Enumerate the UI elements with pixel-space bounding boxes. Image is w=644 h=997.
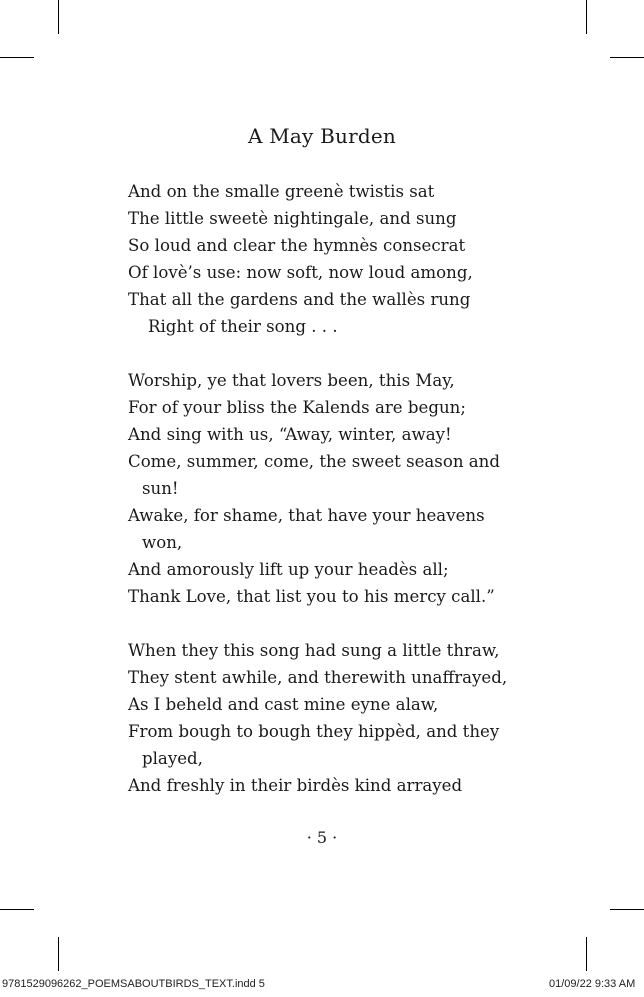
slug-timestamp: 01/09/22 9:33 AM bbox=[549, 978, 636, 990]
poem-line-continuation: won, bbox=[142, 533, 183, 552]
stanza-2 bbox=[128, 367, 528, 610]
poem-line: And sing with us, “Away, winter, away! bbox=[128, 425, 452, 444]
poem-line: From bough to bough they hippèd, and they bbox=[128, 722, 500, 741]
poem-line-continuation: played, bbox=[142, 749, 203, 768]
stanza-1 bbox=[128, 178, 528, 340]
crop-mark-bottom-right-horizontal bbox=[610, 909, 644, 910]
crop-mark-top-left bbox=[58, 0, 59, 34]
poem-line: Worship, ye that lovers been, this May, bbox=[128, 371, 455, 390]
stanza-3 bbox=[128, 637, 528, 799]
poem-line: And freshly in their birdès kind arrayed bbox=[128, 776, 463, 795]
crop-mark-bottom-right bbox=[586, 937, 587, 971]
poem-line: That all the gardens and the wallès rung bbox=[128, 290, 471, 309]
poem-line: When they this song had sung a little thraw, bbox=[128, 641, 500, 660]
slug-file-name: 9781529096262_POEMSABOUTBIRDS_TEXT.indd 5 bbox=[2, 978, 265, 990]
crop-mark-top-right bbox=[586, 0, 587, 34]
crop-mark-bottom-left bbox=[58, 937, 59, 971]
crop-mark-bottom-left-horizontal bbox=[0, 909, 34, 910]
poem-line: And amorously lift up your headès all; bbox=[128, 560, 449, 579]
poem-line: The little sweetè nightingale, and sung bbox=[128, 209, 457, 228]
poem-line: They stent awhile, and therewith unaffrayed, bbox=[128, 668, 508, 687]
poem-line: And on the smalle greenè twistis sat bbox=[128, 182, 435, 201]
poem-line: Thank Love, that list you to his mercy call.” bbox=[128, 587, 495, 606]
page-number: · 5 · bbox=[306, 828, 338, 847]
poem-line: As I beheld and cast mine eyne alaw, bbox=[128, 695, 439, 714]
poem-line: For of your bliss the Kalends are begun; bbox=[128, 398, 466, 417]
poem-body bbox=[128, 178, 528, 826]
poem-line: Awake, for shame, that have your heavens bbox=[128, 506, 485, 525]
poem-line: So loud and clear the hymnès consecrat bbox=[128, 236, 466, 255]
poem-line: Right of their song . . . bbox=[148, 317, 338, 336]
poem-line: Come, summer, come, the sweet season and bbox=[128, 452, 500, 471]
crop-mark-top-right-horizontal bbox=[610, 57, 644, 58]
poem-line: Of lovè’s use: now soft, now loud among, bbox=[128, 263, 473, 282]
poem-title: A May Burden bbox=[248, 124, 396, 148]
crop-mark-top-left-horizontal bbox=[0, 57, 34, 58]
poem-line-continuation: sun! bbox=[142, 479, 179, 498]
